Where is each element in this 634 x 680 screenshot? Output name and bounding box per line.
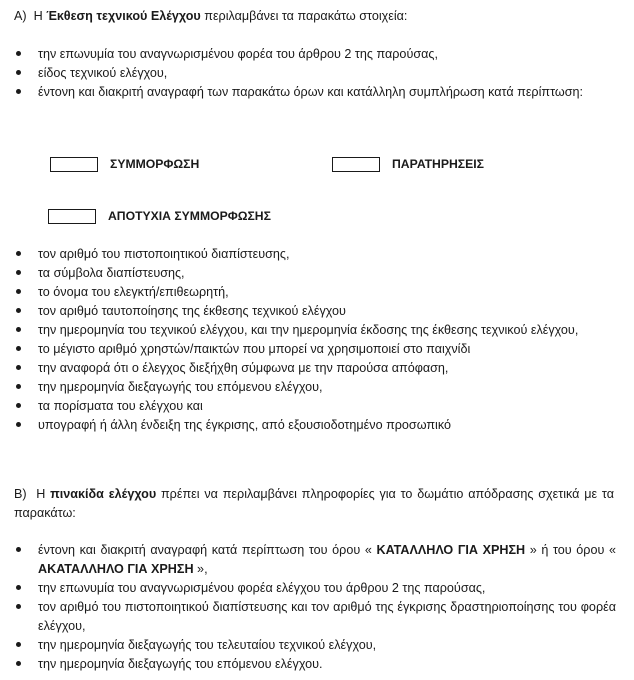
noncompliance-label: ΑΠΟΤΥΧΙΑ ΣΥΜΜΟΡΦΩΣΗΣ — [108, 209, 271, 223]
bullet-icon — [16, 365, 21, 370]
section-a-list-2 — [0, 245, 634, 435]
bullet-icon — [16, 308, 21, 313]
section-b-intro: B) Η πινακίδα ελέγχου πρέπει να περιλαμβάνει πληροφορίες για το δωμάτιο απόδρασης σχετικά με τα παρακάτω: — [14, 487, 615, 520]
remarks-label: ΠΑΡΑΤΗΡΗΣΕΙΣ — [392, 157, 484, 171]
bullet-icon — [16, 661, 21, 666]
bullet-icon — [16, 585, 21, 590]
list-item: το όνομα του ελεγκτή/επιθεωρητή, — [0, 283, 634, 302]
remarks-option[interactable] — [332, 155, 484, 174]
noncompliance-checkbox[interactable] — [48, 209, 96, 224]
section-a-list-1 — [0, 45, 634, 102]
bullet-icon — [16, 270, 21, 275]
bullet-icon — [16, 642, 21, 647]
list-item: έντονη και διακριτή αναγραφή των παρακάτω όρων και κατάλληλη συμπλήρωση κατά περίπτωση: — [0, 83, 634, 102]
list-item: τον αριθμό του πιστοποιητικού διαπίστευσης, — [0, 245, 634, 264]
list-item: είδος τεχνικού ελέγχου, — [0, 64, 634, 83]
remarks-checkbox[interactable] — [332, 157, 380, 172]
list-item: την επωνυμία του αναγνωρισμένου φορέα του άρθρου 2 της παρούσας, — [0, 45, 634, 64]
noncompliance-option[interactable] — [48, 207, 271, 226]
section-b-prefix: B) — [14, 487, 27, 501]
list-item: την ημερομηνία διεξαγωγής του επόμενου ελέγχου, — [0, 378, 634, 397]
section-a-intro: A) Η Έκθεση τεχνικού Ελέγχου περιλαμβάνει τα παρακάτω στοιχεία: — [14, 9, 408, 23]
section-b-list — [0, 541, 634, 674]
bullet-icon — [16, 327, 21, 332]
bullet-icon — [16, 346, 21, 351]
list-item: την αναφορά ότι ο έλεγχος διεξήχθη σύμφωνα με την παρούσα απόφαση, — [0, 359, 634, 378]
list-item: το μέγιστο αριθμό χρηστών/παικτών που μπορεί να χρησιμοποιεί στο παιχνίδι — [0, 340, 634, 359]
list-item: τα σύμβολα διαπίστευσης, — [0, 264, 634, 283]
bullet-icon — [16, 604, 21, 609]
bullet-icon — [16, 403, 21, 408]
compliance-option[interactable] — [50, 155, 199, 174]
list-item: την ημερομηνία του τεχνικού ελέγχου, και την ημερομηνία έκδοσης της έκθεσης τεχνικού ελέγχου, — [0, 321, 634, 340]
bullet-icon — [16, 422, 21, 427]
bullet-icon — [16, 89, 21, 94]
list-item: τον αριθμό του πιστοποιητικού διαπίστευσης και τον αριθμό της έγκρισης δραστηριοποίησης του φορέα ελέγχου, — [0, 598, 634, 636]
compliance-label: ΣΥΜΜΟΡΦΩΣΗ — [110, 157, 200, 171]
bullet-icon — [16, 384, 21, 389]
list-item: έντονη και διακριτή αναγραφή κατά περίπτωση του όρου « ΚΑΤΑΛΛΗΛΟ ΓΙΑ ΧΡΗΣΗ » ή του όρου « ΑΚΑΤΑΛΛΗΛΟ ΓΙΑ ΧΡΗΣΗ », — [0, 541, 634, 579]
list-item: υπογραφή ή άλλη ένδειξη της έγκρισης, από εξουσιοδοτημένο προσωπικό — [0, 416, 634, 435]
section-a-prefix: A) — [14, 9, 27, 23]
bullet-icon — [16, 51, 21, 56]
section-b-title: πινακίδα ελέγχου — [50, 487, 157, 501]
section-a-title: Έκθεση τεχνικού Ελέγχου — [46, 9, 201, 23]
compliance-checkbox[interactable] — [50, 157, 98, 172]
list-item: την ημερομηνία διεξαγωγής του επόμενου ελέγχου. — [0, 655, 634, 674]
bullet-icon — [16, 289, 21, 294]
list-item: τα πορίσματα του ελέγχου και — [0, 397, 634, 416]
list-item: την επωνυμία του αναγνωρισμένου φορέα ελέγχου του άρθρου 2 της παρούσας, — [0, 579, 634, 598]
bullet-icon — [16, 70, 21, 75]
bullet-icon — [16, 547, 21, 552]
bullet-icon — [16, 251, 21, 256]
list-item: τον αριθμό ταυτοποίησης της έκθεσης τεχνικού ελέγχου — [0, 302, 634, 321]
list-item: την ημερομηνία διεξαγωγής του τελευταίου τεχνικού ελέγχου, — [0, 636, 634, 655]
